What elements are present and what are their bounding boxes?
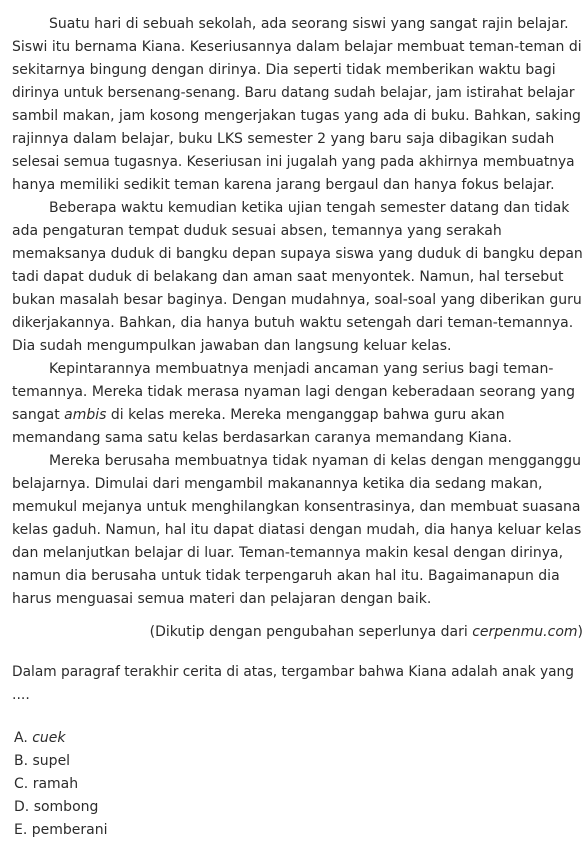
passage-text: di kelas mereka. Mereka menganggap bahwa guru akan xyxy=(106,407,505,423)
citation-suffix: ) xyxy=(577,624,583,640)
passage-line: tadi dapat duduk di belakang dan aman saat menyontek. Namun, hal tersebut xyxy=(12,269,564,285)
option-letter: E. xyxy=(14,822,28,838)
citation-site: cerpenmu.com xyxy=(472,624,578,640)
question-text: Dalam paragraf terakhir cerita di atas, tergambar bahwa Kiana adalah anak yang xyxy=(12,664,574,680)
passage-line: selesai semua tugasnya. Keseriusan ini jugalah yang pada akhirnya membuatnya xyxy=(12,154,575,170)
passage-line: Dia sudah mengumpulkan jawaban dan langsung keluar kelas. xyxy=(12,338,452,354)
passage-line: kelas gaduh. Namun, hal itu dapat diatasi dengan mudah, dia hanya keluar kelas xyxy=(12,522,582,538)
option-text: pemberani xyxy=(31,822,108,838)
passage-line: Suatu hari di sebuah sekolah, ada seorang siswi yang sangat rajin belajar. xyxy=(49,16,569,32)
passage-line: belajarnya. Dimulai dari mengambil makanannya ketika dia sedang makan, xyxy=(12,476,543,492)
citation-prefix: (Dikutip dengan pengubahan seperlunya dari xyxy=(149,624,473,640)
option-c[interactable] xyxy=(14,774,78,794)
passage-line: sambil makan, jam kosong mengerjakan tugas yang ada di buku. Bahkan, saking xyxy=(12,108,581,124)
passage-line: dikerjakannya. Bahkan, dia hanya butuh waktu setengah dari teman-temannya. xyxy=(12,315,574,331)
option-text: ramah xyxy=(32,776,79,792)
passage-line: temannya. Mereka tidak merasa nyaman lagi dengan keberadaan seorang yang xyxy=(12,384,575,400)
italic-term: ambis xyxy=(64,407,107,423)
passage-line: memandang sama satu kelas berdasarkan caranya memandang Kiana. xyxy=(12,430,512,446)
option-a[interactable] xyxy=(14,728,66,748)
passage-line: ada pengaturan tempat duduk sesuai absen, temannya yang serakah xyxy=(12,223,502,239)
passage-line: harus menguasai semua materi dan pelajaran dengan baik. xyxy=(12,591,432,607)
question-ellipsis: .... xyxy=(12,687,30,703)
option-letter: D. xyxy=(14,799,30,815)
passage-line: Beberapa waktu kemudian ketika ujian tengah semester datang dan tidak xyxy=(49,200,570,216)
passage-line: hanya memiliki sedikit teman karena jarang bergaul dan hanya fokus belajar. xyxy=(12,177,555,193)
passage-line: Mereka berusaha membuatnya tidak nyaman di kelas dengan mengganggu xyxy=(49,453,581,469)
passage-line: dirinya untuk bersenang-senang. Baru datang sudah belajar, jam istirahat belajar xyxy=(12,85,575,101)
option-text: cuek xyxy=(32,730,66,746)
option-letter: B. xyxy=(14,753,29,769)
passage-line: rajinnya dalam belajar, buku LKS semester 2 yang baru saja dibagikan sudah xyxy=(12,131,555,147)
passage-line: dan melanjutkan belajar di luar. Teman-temannya makin kesal dengan dirinya, xyxy=(12,545,564,561)
source-citation xyxy=(150,622,583,642)
option-text: supel xyxy=(32,753,71,769)
passage-line: sekitarnya bingung dengan dirinya. Dia seperti tidak memberikan waktu bagi xyxy=(12,62,556,78)
option-text: sombong xyxy=(33,799,99,815)
option-d[interactable] xyxy=(14,797,98,817)
passage-line: Kepintarannya membuatnya menjadi ancaman yang serius bagi teman- xyxy=(49,361,554,377)
passage-line: memukul mejanya untuk menghilangkan konsentrasinya, dan membuat suasana xyxy=(12,499,581,515)
option-letter: A. xyxy=(14,730,28,746)
option-e[interactable] xyxy=(14,820,108,840)
passage-line: Siswi itu bernama Kiana. Keseriusannya dalam belajar membuat teman-teman di xyxy=(12,39,582,55)
passage-text: sangat xyxy=(12,407,65,423)
passage-line xyxy=(12,405,505,425)
option-letter: C. xyxy=(14,776,29,792)
option-b[interactable] xyxy=(14,751,70,771)
passage-line: bukan masalah besar baginya. Dengan mudahnya, soal-soal yang diberikan guru xyxy=(12,292,582,308)
passage-line: namun dia berusaha untuk tidak terpengaruh akan hal itu. Bagaimanapun dia xyxy=(12,568,560,584)
passage-line: memaksanya duduk di bangku depan supaya siswa yang duduk di bangku depan xyxy=(12,246,583,262)
